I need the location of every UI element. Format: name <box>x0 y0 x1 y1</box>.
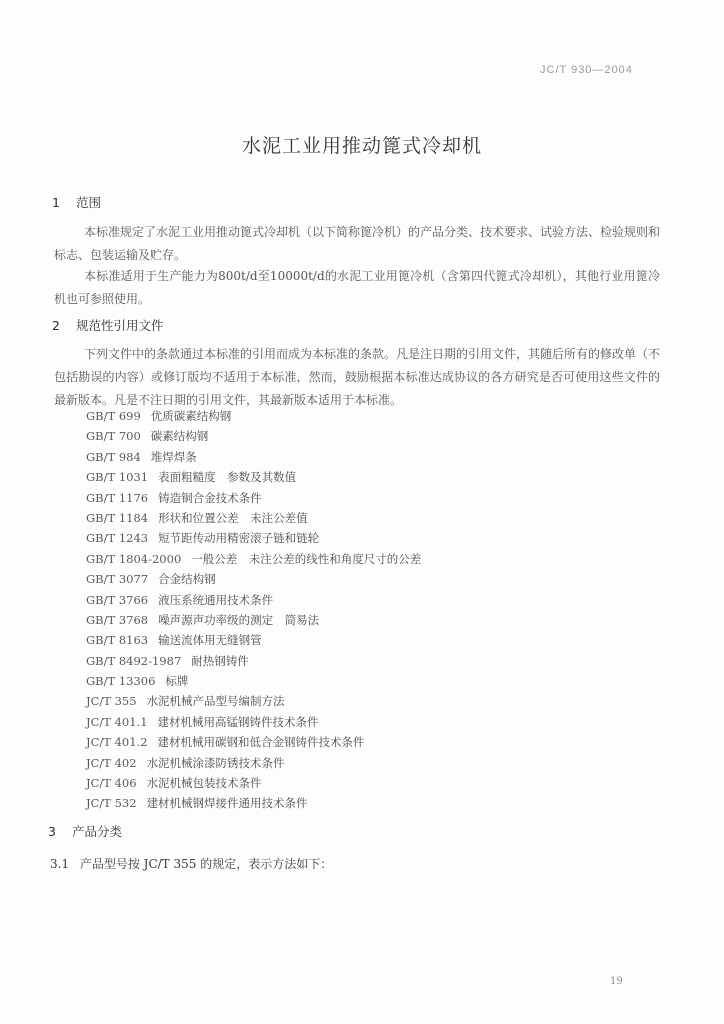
reference-item <box>86 426 421 446</box>
section-heading-normative <box>52 316 164 334</box>
section-title: 规范性引用文件 <box>75 318 164 333</box>
reference-title: 碳素结构钢 <box>150 429 209 444</box>
reference-list <box>86 406 421 814</box>
reference-item <box>86 651 421 671</box>
page-title: 水泥工业用推动篦式冷却机 <box>241 135 482 157</box>
subsection-3-1 <box>50 855 332 872</box>
reference-item <box>86 610 421 630</box>
reference-item <box>86 712 421 732</box>
reference-code: GB/T 3077 <box>86 572 149 587</box>
reference-item <box>86 630 421 650</box>
reference-item <box>86 467 421 487</box>
reference-item <box>86 590 421 610</box>
reference-title: 耐热钢铸件 <box>191 653 249 668</box>
reference-title: 液压系统通用技术条件 <box>158 592 274 607</box>
reference-item <box>86 406 421 426</box>
subsection-number: 3.1 <box>50 857 70 871</box>
reference-item <box>86 549 421 569</box>
reference-title: 堆焊焊条 <box>150 449 197 464</box>
reference-item <box>86 732 421 752</box>
reference-item <box>86 447 421 467</box>
section-number: 1 <box>52 195 60 210</box>
subsection-text: 产品型号按 JC/T 355 的规定，表示方法如下： <box>79 857 333 871</box>
reference-code: JC/T 355 <box>86 694 137 709</box>
reference-item <box>86 793 421 813</box>
section-title: 产品分类 <box>71 824 122 839</box>
reference-title: 短节距传动用精密滚子链和链轮 <box>158 531 320 546</box>
reference-code: GB/T 700 <box>86 429 141 444</box>
reference-code: GB/T 1184 <box>86 510 149 525</box>
reference-code: GB/T 1176 <box>86 490 149 505</box>
reference-code: GB/T 1243 <box>86 531 149 546</box>
reference-item <box>86 671 421 691</box>
section-heading-classification <box>48 822 122 840</box>
reference-item <box>86 488 421 508</box>
page-number: 19 <box>610 976 623 987</box>
reference-title: 建材机械钢焊接件通用技术条件 <box>146 796 308 811</box>
section-number: 3 <box>48 824 56 839</box>
reference-title: 形状和位置公差 未注公差值 <box>158 510 308 525</box>
reference-title: 一般公差 未注公差的线性和角度尺寸的公差 <box>191 551 422 566</box>
reference-item <box>86 753 421 773</box>
standard-code: JC/T 930—2004 <box>540 64 633 76</box>
reference-code: JC/T 406 <box>86 776 137 791</box>
reference-item <box>86 691 421 711</box>
reference-title: 标牌 <box>165 674 189 689</box>
reference-code: GB/T 3766 <box>86 592 149 607</box>
reference-title: 建材机械用碳钢和低合金钢铸件技术条件 <box>157 735 365 750</box>
reference-title: 建材机械用高锰钢铸件技术条件 <box>157 714 319 729</box>
reference-code: JC/T 401.1 <box>86 714 148 729</box>
reference-item <box>86 773 421 793</box>
reference-title: 输送流体用无缝钢管 <box>158 633 262 648</box>
section-title: 范围 <box>75 195 101 210</box>
reference-item <box>86 528 421 548</box>
reference-code: GB/T 13306 <box>86 674 156 689</box>
reference-code: JC/T 402 <box>86 755 137 770</box>
reference-title: 水泥机械包装技术条件 <box>146 776 262 791</box>
reference-code: GB/T 1804-2000 <box>86 551 182 566</box>
reference-code: JC/T 532 <box>86 796 137 811</box>
section-number: 2 <box>52 318 60 333</box>
reference-code: GB/T 984 <box>86 449 141 464</box>
scope-paragraph-1: 本标准规定了水泥工业用推动篦式冷却机（以下简称篦冷机）的产品分类、技术要求、试验方法、检验规则和标志、包装运输及贮存。 <box>54 225 661 262</box>
reference-title: 优质碳素结构钢 <box>150 409 232 423</box>
reference-title: 表面粗糙度 参数及其数值 <box>158 470 297 485</box>
reference-code: GB/T 1031 <box>86 470 149 485</box>
reference-code: GB/T 3768 <box>86 612 149 627</box>
reference-code: JC/T 401.2 <box>86 735 148 750</box>
reference-title: 噪声源声功率级的测定 简易法 <box>158 612 320 627</box>
reference-code: GB/T 699 <box>86 409 141 423</box>
reference-code: GB/T 8492-1987 <box>86 653 182 668</box>
reference-title: 铸造铜合金技术条件 <box>158 490 262 505</box>
section-heading-scope <box>52 193 101 211</box>
reference-item <box>86 569 421 589</box>
reference-title: 水泥机械产品型号编制方法 <box>146 694 285 709</box>
reference-title: 合金结构钢 <box>158 572 216 587</box>
scope-paragraph-2: 本标准适用于生产能力为800t/d至10000t/d的水泥工业用篦冷机（含第四代篦式冷却机），其他行业用篦冷机也可参照使用。 <box>54 269 660 306</box>
reference-item <box>86 508 421 528</box>
reference-title: 水泥机械涂漆防锈技术条件 <box>146 755 285 770</box>
reference-code: GB/T 8163 <box>86 633 149 648</box>
normative-intro: 下列文件中的条款通过本标准的引用而成为本标准的条款。凡是注日期的引用文件，其随后所有的修改单（不包括勘误的内容）或修订版均不适用于本标准，然而，鼓励根据本标准达成协议的各方研究是否可使用这些文件的最新版本。凡是不注日期的引用文件，其最新版本适用于本标准。 <box>54 347 661 407</box>
